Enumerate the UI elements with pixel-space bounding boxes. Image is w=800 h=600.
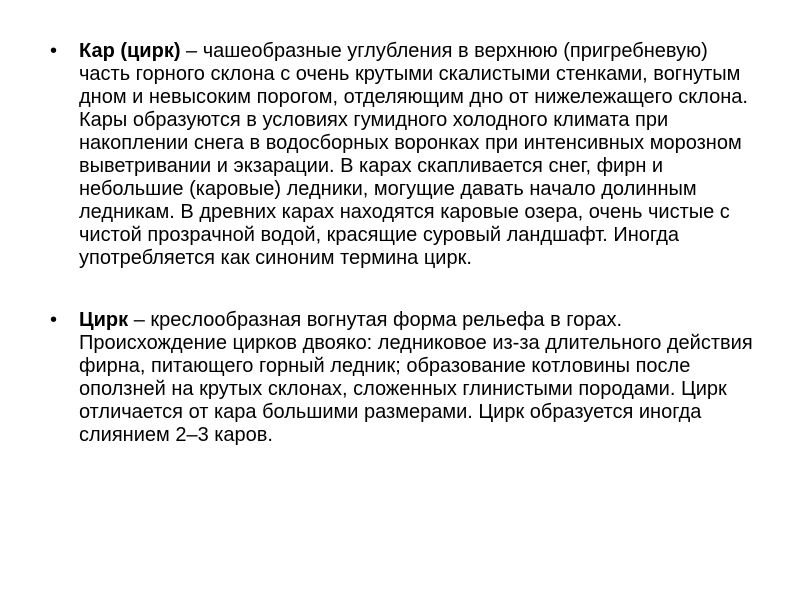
bullet-dot-icon: • [50, 309, 58, 331]
definition-kar: – чашеобразные углубления в верхнюю (пригребневую) часть горного склона с очень крутыми скалистыми стенками, вогнутым дном и невысоким порогом, отделяющим дно от нижележащего склона. Кары образуются в условиях гумидного холодного климата при накоплении снега в водосборных воронках при интенсивных морозном выветривании и экзарации. В карах скапливается снег, фирн и небольшие (каровые) ледники, могущие давать начало долинным ледникам. В древних карах находятся каровые озера, очень чистые с чистой прозрачной водой, красящие суровый ландшафт. Иногда употребляется как синоним термина цирк. [79, 40, 748, 269]
bullet-list [48, 40, 763, 447]
term-tsirk: Цирк [79, 309, 129, 331]
bullet-item-tsirk [48, 309, 763, 447]
term-kar: Кар (цирк) [79, 40, 181, 62]
definition-tsirk: – креслообразная вогнутая форма рельефа в горах. Происхождение цирков двояко: ледниковое из-за длительного действия фирна, питающего горный ледник; образование котловины после оползней на крутых склонах, сложенных глинистыми породами. Цирк отличается от кара большими размерами. Цирк образуется иногда слиянием 2–3 каров. [79, 309, 753, 446]
bullet-item-kar [48, 40, 763, 270]
bullet-dot-icon: • [50, 40, 58, 62]
